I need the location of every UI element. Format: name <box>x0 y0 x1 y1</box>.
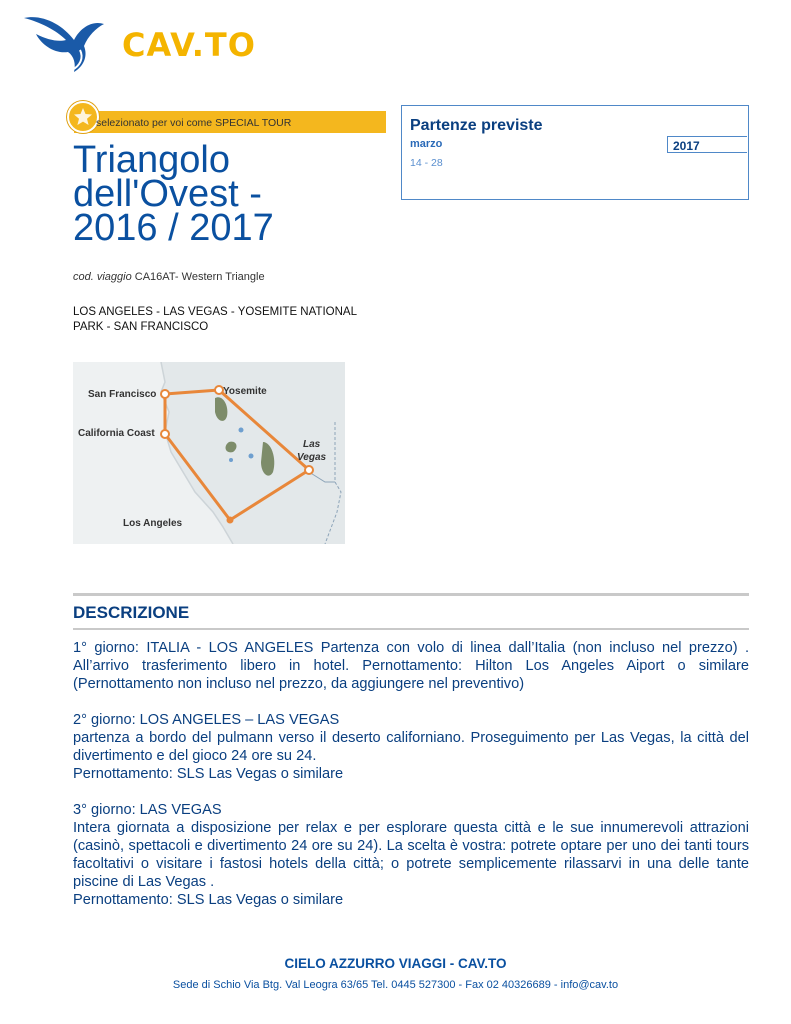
tour-code <box>73 271 265 283</box>
map-label-vegas: Vegas <box>297 452 327 463</box>
tour-title <box>73 139 393 249</box>
departures-month: marzo <box>410 138 443 150</box>
departures-title: Partenze previste <box>410 117 543 134</box>
map-label-san-francisco: San Francisco <box>88 389 157 400</box>
map-label-california-coast: California Coast <box>78 428 155 439</box>
description-body <box>73 639 749 927</box>
route-line: PARK - SAN FRANCISCO <box>73 321 209 333</box>
route-line: LOS ANGELES - LAS VEGAS - YOSEMITE NATIONAL <box>73 306 357 318</box>
departures-year: 2017 <box>667 136 747 153</box>
tour-code-label: cod. viaggio <box>73 271 132 283</box>
day-2-heading: 2° giorno: LOS ANGELES – LAS VEGAS <box>73 712 340 728</box>
section-divider <box>73 628 749 630</box>
star-icon <box>67 101 99 133</box>
map-label-yosemite: Yosemite <box>223 386 267 397</box>
departures-dates: 14 - 28 <box>410 157 443 169</box>
logo-text: CAV.TO <box>122 26 256 64</box>
description-heading: DESCRIZIONE <box>73 603 190 622</box>
tour-code-value: CA16AT- Western Triangle <box>134 271 265 283</box>
day-3 <box>73 801 749 909</box>
day-3-hotel: Pernottamento: SLS Las Vegas o similare <box>73 892 344 908</box>
map-label-las: Las <box>303 439 321 450</box>
map-label-los-angeles: Los Angeles <box>123 518 183 529</box>
title-line: Triangolo <box>73 139 231 181</box>
day-3-text: Intera giornata a disposizione per relax e per esplorare questa città e le sue innumerevoli attrazioni (casinò, spettacoli e divertimento 24 ore su 24). La scelta è vostra: potrete optare per uno dei tanti tours facoltativi o visitare i fastosi hotels della città; o potrete semplicemente rilassarvi in una delle tante piscine di Las Vegas . <box>73 820 749 890</box>
day-2-hotel: Pernottamento: SLS Las Vegas o similare <box>73 766 344 782</box>
day-3-heading: 3° giorno: LAS VEGAS <box>73 802 222 818</box>
bird-logo-icon <box>22 10 122 80</box>
footer-address: Sede di Schio Via Btg. Val Leogra 63/65 Tel. 0445 527300 - Fax 02 40326689 - info@cav.to <box>172 979 619 991</box>
section-divider <box>73 593 749 596</box>
map-graphic <box>73 362 345 544</box>
title-line: 2016 / 2017 <box>73 207 274 249</box>
day-2 <box>73 711 749 783</box>
day-2-text: partenza a bordo del pulmann verso il deserto californiano. Proseguimento per Las Vegas, la città del divertimento e del gioco 24 ore su 24. <box>73 730 749 764</box>
day-1 <box>73 639 749 693</box>
footer-company: CIELO AZZURRO VIAGGI - CAV.TO <box>284 956 507 971</box>
day-1-text: 1° giorno: ITALIA - LOS ANGELES Partenza con volo di linea dall’Italia (non incluso nel prezzo) . All’arrivo trasferimento libero in hotel. Pernottamento: Hilton Los Angeles Aiport o similare (Pernottamento non incluso nel prezzo, da aggiungere nel preventivo) <box>73 640 749 692</box>
title-line: dell'Ovest - <box>73 173 262 215</box>
route-summary <box>73 305 393 335</box>
badge-text: selezionato per voi come SPECIAL TOUR <box>96 117 292 129</box>
route-map <box>73 362 345 544</box>
